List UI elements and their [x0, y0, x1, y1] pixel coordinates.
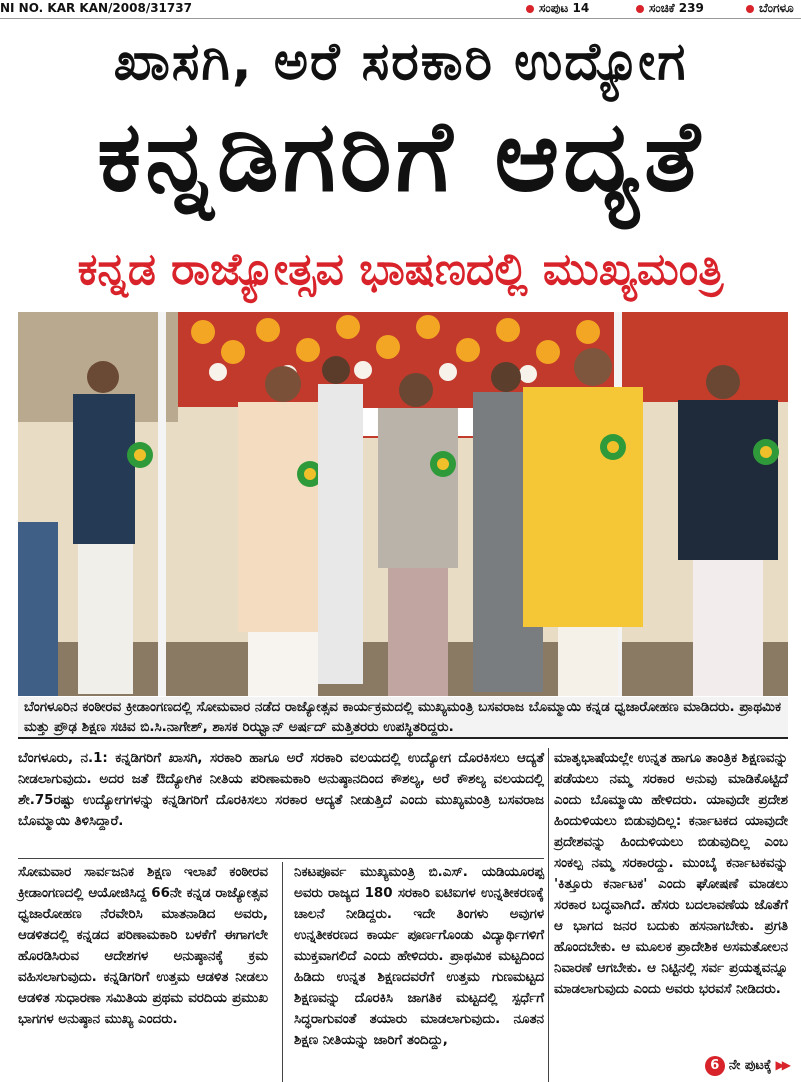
bullet-icon [526, 5, 534, 13]
column-divider [282, 862, 283, 1082]
article-column-1: ಸೋಮವಾರ ಸಾರ್ವಜನಿಕ ಶಿಕ್ಷಣ ಇಲಾಖೆ ಕಂಠೀರವ ಕ್ರೀಡಾಂಗಣದಲ್ಲಿ ಆಯೋಜಿಸಿದ್ದ 66ನೇ ಕನ್ನಡ ರಾಜ್ಯೋತ್ಸವ ಧ್ವಜಾರೋಹಣ ನೆರವೇರಿಸಿ ಮಾತನಾಡಿದ ಅವರು, ಆಡಳಿತದಲ್ಲಿ ಕನ್ನಡದ ಪರಿಣಾಮಕಾರಿ ಬಳಕೆಗೆ ಈಗಾಗಲೇ ಹೊರಡಿಸಿರುವ ಆದೇಶಗಳ ಅನುಷ್ಠಾನಕ್ಕೆ ಕ್ರಮ ವಹಿಸಲಾಗುವುದು. ಕನ್ನಡಿಗರಿಗೆ ಉತ್ತಮ ಆಡಳಿತ ನೀಡಲು ಆಡಳಿತ ಸುಧಾರಣಾ ಸಮಿತಿಯ ಪ್ರಥಮ ವರದಿಯ ಪ್ರಮುಖ ಭಾಗಗಳ ಅನುಷ್ಠಾನ ಮುಖ್ಯ ಎಂದರು. [18, 865, 268, 1027]
news-photo [18, 312, 788, 696]
continued-on-page[interactable] [705, 1055, 788, 1076]
volume-label: ಸಂಪುಟ 14 [526, 1, 589, 16]
edition-label: ಬೆಂಗಳೂ [746, 1, 794, 16]
article-body [18, 748, 788, 1082]
headline-line-2: ಕನ್ನಡಿಗರಿಗೆ ಆದ್ಯತೆ [97, 100, 704, 214]
double-chevron-right-icon: ▶▶ [775, 1058, 788, 1072]
registration-number: NI NO. KAR KAN/2008/31737 [0, 1, 192, 15]
headline-line-1: ಖಾಸಗಿ, ಅರೆ ಸರಕಾರಿ ಉದ್ಯೋಗ [113, 32, 688, 92]
page-number-badge: 6 [705, 1056, 725, 1076]
article-column-3: ಮಾತೃಭಾಷೆಯಲ್ಲೇ ಉನ್ನತ ಹಾಗೂ ತಾಂತ್ರಿಕ ಶಿಕ್ಷಣವನ್ನು ಪಡೆಯಲು ನಮ್ಮ ಸರಕಾರ ಅನುವು ಮಾಡಿಕೊಟ್ಟಿದೆ ಎಂದು ಬೊಮ್ಮಾಯಿ ಹೇಳಿದರು. ಯಾವುದೇ ಪ್ರದೇಶ ಹಿಂದುಳಿಯಲು ಬಿಡುವುದಿಲ್ಲ: ಕರ್ನಾಟಕದ ಯಾವುದೇ ಪ್ರದೇಶವನ್ನು ಹಿಂದುಳಿಯಲು ಬಿಡುವುದಿಲ್ಲ ಎಂಬ ಸಂಕಲ್ಪ ನಮ್ಮ ಸರಕಾರದ್ದು. ಮುಂಬೈ ಕರ್ನಾಟಕವನ್ನು 'ಕಿತ್ತೂರು ಕರ್ನಾಟಕ' ಎಂದು ಘೋಷಣೆ ಮಾಡಲು ಸರಕಾರ ಬದ್ಧವಾಗಿದೆ. ಹೆಸರು ಬದಲಾವಣೆಯ ಜೊತೆಗೆ ಆ ಭಾಗದ ಜನರ ಬದುಕು ಹಸನಾಗಬೇಕು. ಪ್ರಗತಿ ಹೊಂದಬೇಕು. ಆ ಮೂಲಕ ಪ್ರಾದೇಶಿಕ ಅಸಮತೋಲನ ನಿವಾರಣೆ ಆಗಬೇಕು. ಆ ನಿಟ್ಟಿನಲ್ಲಿ ಸರ್ವ ಪ್ರಯತ್ನವನ್ನೂ ಮಾಡಲಾಗುವುದು ಎಂದು ಅವರು ಭರವಸೆ ನೀಡಿದರು. [554, 751, 788, 997]
bullet-icon [636, 5, 644, 13]
issue-label: ಸಂಚಿಕೆ 239 [636, 1, 704, 16]
article-lead-paragraph: ಬೆಂಗಳೂರು, ನ.1: ಕನ್ನಡಿಗರಿಗೆ ಖಾಸಗಿ, ಸರಕಾರಿ ಹಾಗೂ ಅರೆ ಸರಕಾರಿ ವಲಯದಲ್ಲಿ ಉದ್ಯೋಗ ದೊರಕಿಸಲು ಆದ್ಯತೆ ನೀಡಲಾಗುವುದು. ಅದರ ಜತೆ ಔದ್ಯೋಗಿಕ ನೀತಿಯ ಪರಿಣಾಮಕಾರಿ ಅನುಷ್ಠಾನದಿಂದ ಕೌಶಲ್ಯ, ಅರೆ ಕೌಶಲ್ಯ ವಲಯದಲ್ಲಿ ಶೇ.75ರಷ್ಟು ಉದ್ಯೋಗಗಳನ್ನು ಕನ್ನಡಿಗರಿಗೆ ದೊರಕಿಸಲು ಸರಕಾರ ಆದ್ಯತೆ ನೀಡುತ್ತಿದೆ ಎಂದು ಮುಖ್ಯಮಂತ್ರಿ ಬಸವರಾಜ ಬೊಮ್ಮಾಯಿ ತಿಳಿಸಿದ್ದಾರೆ. [18, 751, 544, 829]
masthead-strip [0, 0, 801, 19]
continue-label: ನೇ ಪುಟಕ್ಕೆ [728, 1058, 772, 1073]
bullet-icon [746, 5, 754, 13]
article-column-2: ನಿಕಟಪೂರ್ವ ಮುಖ್ಯಮಂತ್ರಿ ಬಿ.ಎಸ್. ಯಡಿಯೂರಪ್ಪ ಅವರು ರಾಜ್ಯದ 180 ಸರಕಾರಿ ಐಟಿಐಗಳ ಉನ್ನತೀಕರಣಕ್ಕೆ ಚಾಲನೆ ನೀಡಿದ್ದರು. ಇದೇ ತಿಂಗಳು ಅವುಗಳ ಉನ್ನತೀಕರಣದ ಕಾರ್ಯ ಪೂರ್ಣಗೊಂಡು ವಿದ್ಯಾರ್ಥಿಗಳಿಗೆ ಮುಕ್ತವಾಗಲಿದೆ ಎಂದು ಹೇಳಿದರು. ಪ್ರಾಥಮಿಕ ಮಟ್ಟದಿಂದ ಹಿಡಿದು ಉನ್ನತ ಶಿಕ್ಷಣದವರೆಗೆ ಉತ್ತಮ ಗುಣಮಟ್ಟದ ಶಿಕ್ಷಣವನ್ನು ದೊರಕಿಸಿ ಜಾಗತಿಕ ಮಟ್ಟದಲ್ಲಿ ಸ್ಪರ್ಧೆಗೆ ಸಿದ್ಧರಾಗುವಂತೆ ತಯಾರು ಮಾಡಲಾಗುವುದು. ನೂತನ ಶಿಕ್ಷಣ ನೀತಿಯನ್ನು ಜಾರಿಗೆ ತಂದಿದ್ದು, [294, 865, 544, 1048]
flag-hoisting-illustration [18, 312, 788, 696]
lead-divider [18, 858, 544, 859]
column-divider [548, 748, 549, 1082]
subheadline: ಕನ್ನಡ ರಾಜ್ಯೋತ್ಸವ ಭಾಷಣದಲ್ಲಿ ಮುಖ್ಯಮಂತ್ರಿ [77, 244, 724, 295]
photo-caption: ಬೆಂಗಳೂರಿನ ಕಂಠೀರವ ಕ್ರೀಡಾಂಗಣದಲ್ಲಿ ಸೋಮವಾರ ನಡೆದ ರಾಜ್ಯೋತ್ಸವ ಕಾರ್ಯಕ್ರಮದಲ್ಲಿ ಮುಖ್ಯಮಂತ್ರಿ ಬಸವರಾಜ ಬೊಮ್ಮಾಯಿ ಕನ್ನಡ ಧ್ವಜಾರೋಹಣ ಮಾಡಿದರು. ಪ್ರಾಥಮಿಕ ಮತ್ತು ಪ್ರೌಢ ಶಿಕ್ಷಣ ಸಚಿವ ಬಿ.ಸಿ.ನಾಗೇಶ್, ಶಾಸಕ ರಿಝ್ವಾನ್ ಅರ್ಷದ್ ಮತ್ತಿತರರು ಉಪಸ್ಥಿತರಿದ್ದರು. [18, 697, 788, 739]
